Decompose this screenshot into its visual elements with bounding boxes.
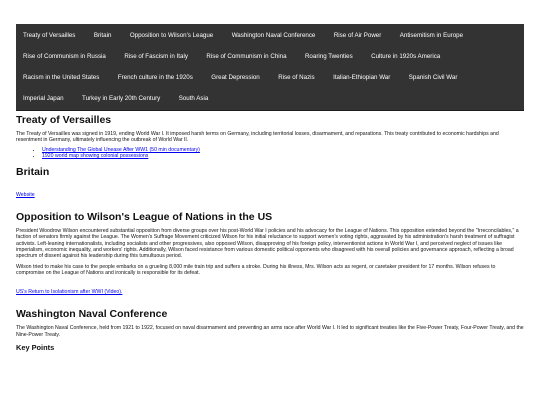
nav-row — [16, 87, 524, 108]
isolationism-video-link[interactable]: US's Return to Isolationism after WWI (Video). — [16, 289, 123, 296]
nav-item-rise-of-fascism-in-italy[interactable]: Rise of Fascism in Italy — [124, 53, 188, 60]
section-title: Britain — [16, 166, 50, 179]
nav-item-opposition-to-wilsons-league[interactable]: Opposition to Wilson's League — [129, 32, 214, 39]
nav-item-antisemitism-in-europe[interactable]: Antisemitism in Europe — [399, 32, 464, 39]
section-washington-naval-conference — [16, 308, 524, 363]
website-link[interactable]: Website — [16, 192, 35, 199]
nav-item-french-culture-in-the-1920s[interactable]: French culture in the 1920s — [117, 74, 193, 81]
section-treaty-of-versailles — [16, 114, 524, 159]
section-wilson-opposition — [16, 211, 524, 298]
section-paragraph: Wilson tried to make his case to the people embarks on a grueling 8,000 mile train trip and suffers a stroke. During his illness, Mrs. Wilson acts as regent, or caretaker president for 17 months. Wilson refuses to compromise on the League of Nations and ironically is responsible for its defeat. — [16, 263, 496, 276]
section-paragraph: President Woodrow Wilson encountered substantial opposition from diverse groups over his post-World War I policies and his advocacy for the League of Nations. This opposition extended beyond the "Irreconcilables," a faction of senators firmly against the League. The Women's Suffrage Movement criticized Wilson for his initial reluctance to support women's voting rights, aggravated by his administration's harsh treatment of suffragist activists. Left-leaning internationalists, including socialists and other progressives, also opposed Wilson, disapproving of his foreign policy, interventionist actions in World War I, and perceived neglect of issues like imperialism, economic inequality, and workers' rights. Additionally, Wilson faced resistance from various domestic political opponents who disagreed with his overall policies and governance approach, reflecting a broad spectrum of dissent against his leadership during this tumultuous period. — [16, 228, 519, 260]
nav-item-roaring-twenties[interactable]: Roaring Twenties — [304, 53, 353, 60]
nav-item-south-asia[interactable]: South Asia — [178, 95, 209, 102]
nav-item-rise-of-air-power[interactable]: Rise of Air Power — [333, 32, 382, 39]
nav-item-imperial-japan[interactable]: Imperial Japan — [23, 95, 64, 102]
section-title: Treaty of Versailles — [16, 114, 112, 126]
nav-item-spanish-civil-war[interactable]: Spanish Civil War — [408, 74, 458, 81]
section-paragraph: The Washington Naval Conference, held from 1921 to 1922, focused on naval disarmament and preventing an arms race after World War I. It led to significant treaties like the Five-Power Treaty, Four-Power Treaty, and the Nine-Power Treaty. — [16, 325, 524, 338]
nav-row — [16, 24, 524, 45]
nav-item-washington-naval-conference[interactable]: Washington Naval Conference — [231, 32, 316, 39]
main-content — [16, 114, 524, 363]
section-subtitle: Key Points — [16, 342, 55, 352]
section-title: Washington Naval Conference — [16, 308, 168, 321]
link-list — [16, 147, 524, 160]
section-title: Opposition to Wilson's League of Nations in the US — [16, 211, 273, 224]
section-paragraph: The Treaty of Versailles was signed in 1919, ending World War I. It imposed harsh terms on Germany, including territorial losses, disarmament, and reparations. This treaty contributed to economic hardships and resentment in Germany, ultimately influencing the outbreak of World War II. — [16, 131, 499, 144]
nav-item-rise-of-nazis[interactable]: Rise of Nazis — [278, 74, 315, 81]
nav-item-turkey-in-early-20th-century[interactable]: Turkey in Early 20th Century — [82, 95, 161, 102]
nav-item-racism-in-the-united-states[interactable]: Racism in the United States — [23, 74, 100, 81]
section-britain — [16, 166, 524, 201]
nav-item-rise-of-communism-in-china[interactable]: Rise of Communism in China — [206, 53, 287, 60]
documentary-link[interactable]: Understanding The Global Unease After WW1 (50 min documentary) — [42, 146, 200, 153]
nav-item-culture-in-1920s-america[interactable]: Culture in 1920s America — [371, 53, 441, 60]
nav-item-rise-of-communism-in-russia[interactable]: Rise of Communism in Russia — [23, 53, 106, 60]
nav-row — [16, 66, 524, 87]
nav-item-great-depression[interactable]: Great Depression — [211, 74, 260, 81]
truncated-bullet — [16, 357, 524, 363]
list-item — [42, 153, 524, 159]
nav-item-britain[interactable]: Britain — [93, 32, 112, 39]
nav-item-treaty-of-versailles[interactable]: Treaty of Versailles — [23, 32, 76, 39]
nav-item-italian-ethiopian-war[interactable]: Italian-Ethiopian War — [333, 74, 391, 81]
nav-row — [16, 45, 524, 66]
world-map-link[interactable]: 1920 world map showing colonial possessions — [42, 152, 149, 159]
top-navigation-bar — [16, 24, 524, 111]
